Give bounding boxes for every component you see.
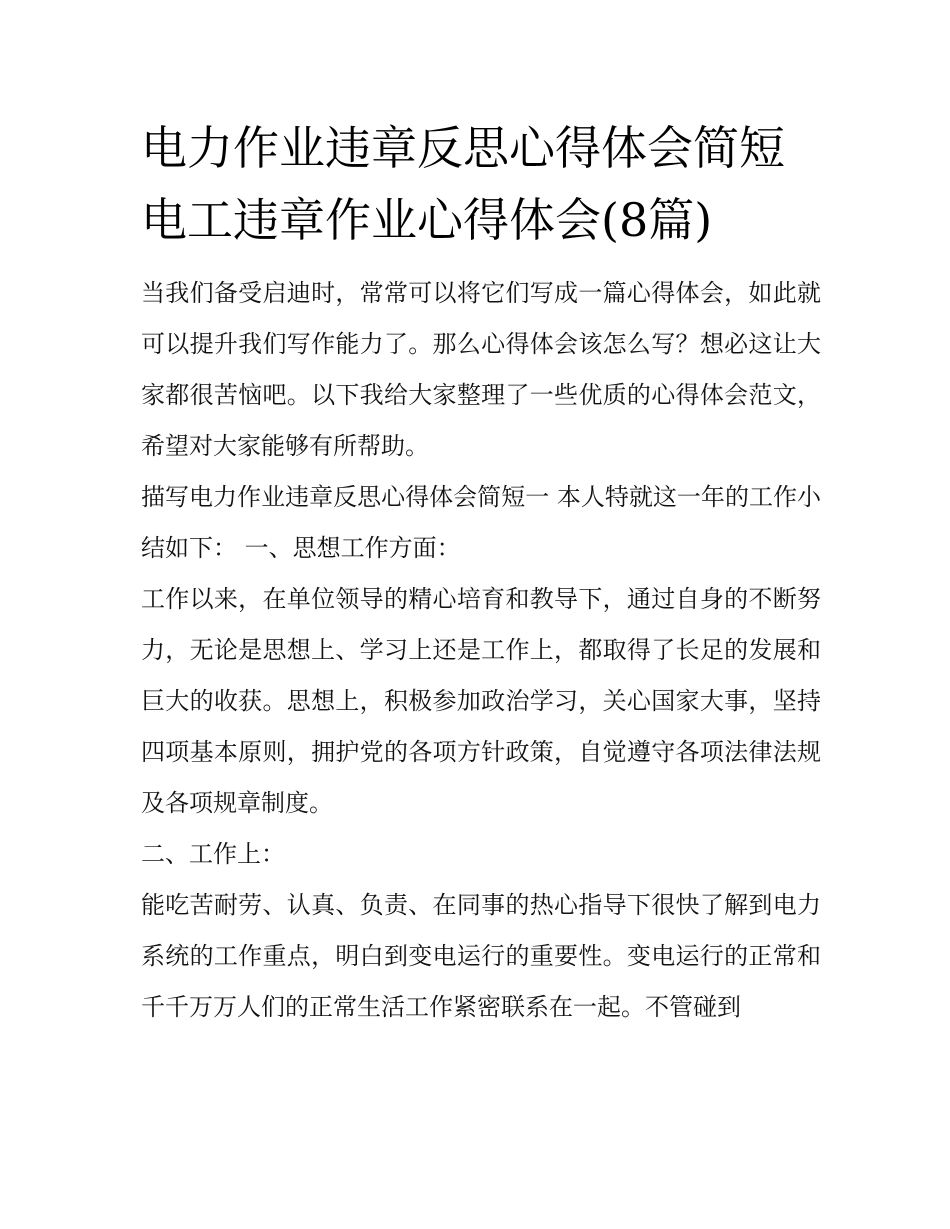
document-title: 电力作业违章反思心得体会简短 电工违章作业心得体会(8篇)	[141, 121, 785, 247]
intro-paragraph: 当我们备受启迪时，常常可以将它们写成一篇心得体会，如此就可以提升我们写作能力了。那么心得体会该怎么写？想必这让大家都很苦恼吧。以下我给大家整理了一些优质的心得体会范文，希望对大家能够有所帮助。	[141, 279, 821, 460]
document-body	[141, 112, 821, 1033]
thought-work-paragraph: 工作以来，在单位领导的精心培育和教导下，通过自身的不断努力，无论是思想上、学习上还是工作上，都取得了长足的发展和巨大的收获。思想上，积极参加政治学习，关心国家大事，坚持四项基本原则，拥护党的各项方针政策，自觉遵守各项法律法规及各项规章制度。	[141, 585, 821, 817]
work-paragraph: 能吃苦耐劳、认真、负责、在同事的热心指导下很快了解到电力系统的工作重点，明白到变电运行的重要性。变电运行的正常和千千万万人们的正常生活工作紧密联系在一起。不管碰到	[141, 891, 821, 1021]
section-heading-paragraph: 描写电力作业违章反思心得体会简短一 本人特就这一年的工作小结如下： 一、思想工作方面：	[141, 483, 821, 562]
work-section-heading: 二、工作上：	[141, 840, 285, 868]
